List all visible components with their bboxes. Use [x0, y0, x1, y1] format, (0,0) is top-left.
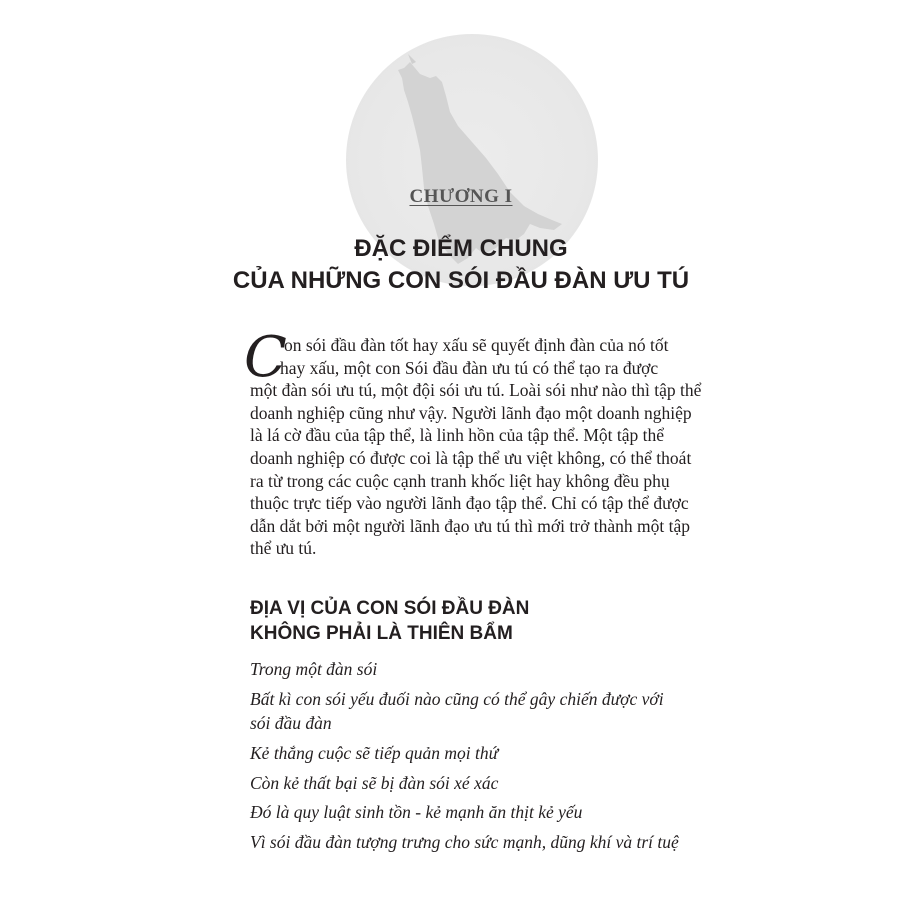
poem-line: Đó là quy luật sinh tồn - kẻ mạnh ăn thịt kẻ yếu — [250, 802, 583, 822]
poem-line: sói đầu đàn — [250, 713, 332, 733]
intro-line: ra từ trong các cuộc cạnh tranh khốc liệt hay không đều phụ — [250, 470, 670, 491]
chapter-title — [0, 233, 922, 297]
intro-line: doanh nghiệp cũng như vậy. Người lãnh đạo một doanh nghiệp — [250, 402, 692, 423]
section-heading-line-2: KHÔNG PHẢI LÀ THIÊN BẨM — [250, 623, 513, 644]
chapter-label: CHƯƠNG I — [409, 186, 513, 207]
drop-cap: C — [244, 325, 287, 390]
poem-line: Bất kì con sói yếu đuối nào cũng có thể gây chiến được với — [250, 689, 664, 709]
intro-line: doanh nghiệp có được coi là tập thể ưu việt không, có thể thoát — [250, 447, 692, 468]
section-heading — [250, 596, 529, 646]
chapter-title-line-1: ĐẶC ĐIỂM CHUNG — [354, 235, 568, 262]
intro-line: on sói đầu đàn tốt hay xấu sẽ quyết định đàn của nó tốt — [284, 335, 669, 355]
intro-line: thuộc trực tiếp vào người lãnh đạo tập thể. Chỉ có tập thể được — [250, 493, 689, 514]
poem-line: Còn kẻ thất bại sẽ bị đàn sói xé xác — [250, 773, 499, 793]
intro-line: là lá cờ đầu của tập thể, là linh hồn của tập thể. Một tập thể — [250, 425, 665, 446]
intro-line: một đàn sói ưu tú, một đội sói ưu tú. Loài sói như nào thì tập thể — [250, 380, 702, 401]
intro-paragraph — [244, 325, 702, 560]
section-heading-line-1: ĐỊA VỊ CỦA CON SÓI ĐẦU ĐÀN — [250, 598, 530, 619]
poem-line: Vì sói đầu đàn tượng trưng cho sức mạnh, dũng khí và trí tuệ — [250, 832, 679, 852]
poem-line: Trong một đàn sói — [250, 659, 378, 679]
poem-line: Kẻ thắng cuộc sẽ tiếp quản mọi thứ — [250, 743, 499, 763]
intro-line: dẫn dắt bởi một người lãnh đạo ưu tú thì mới trở thành một tập — [250, 515, 690, 536]
intro-line: hay xấu, một con Sói đầu đàn ưu tú có thể tạo ra được — [280, 357, 659, 378]
chapter-title-line-2: CỦA NHỮNG CON SÓI ĐẦU ĐÀN ƯU TÚ — [232, 267, 690, 294]
intro-line: thể ưu tú. — [250, 538, 317, 559]
